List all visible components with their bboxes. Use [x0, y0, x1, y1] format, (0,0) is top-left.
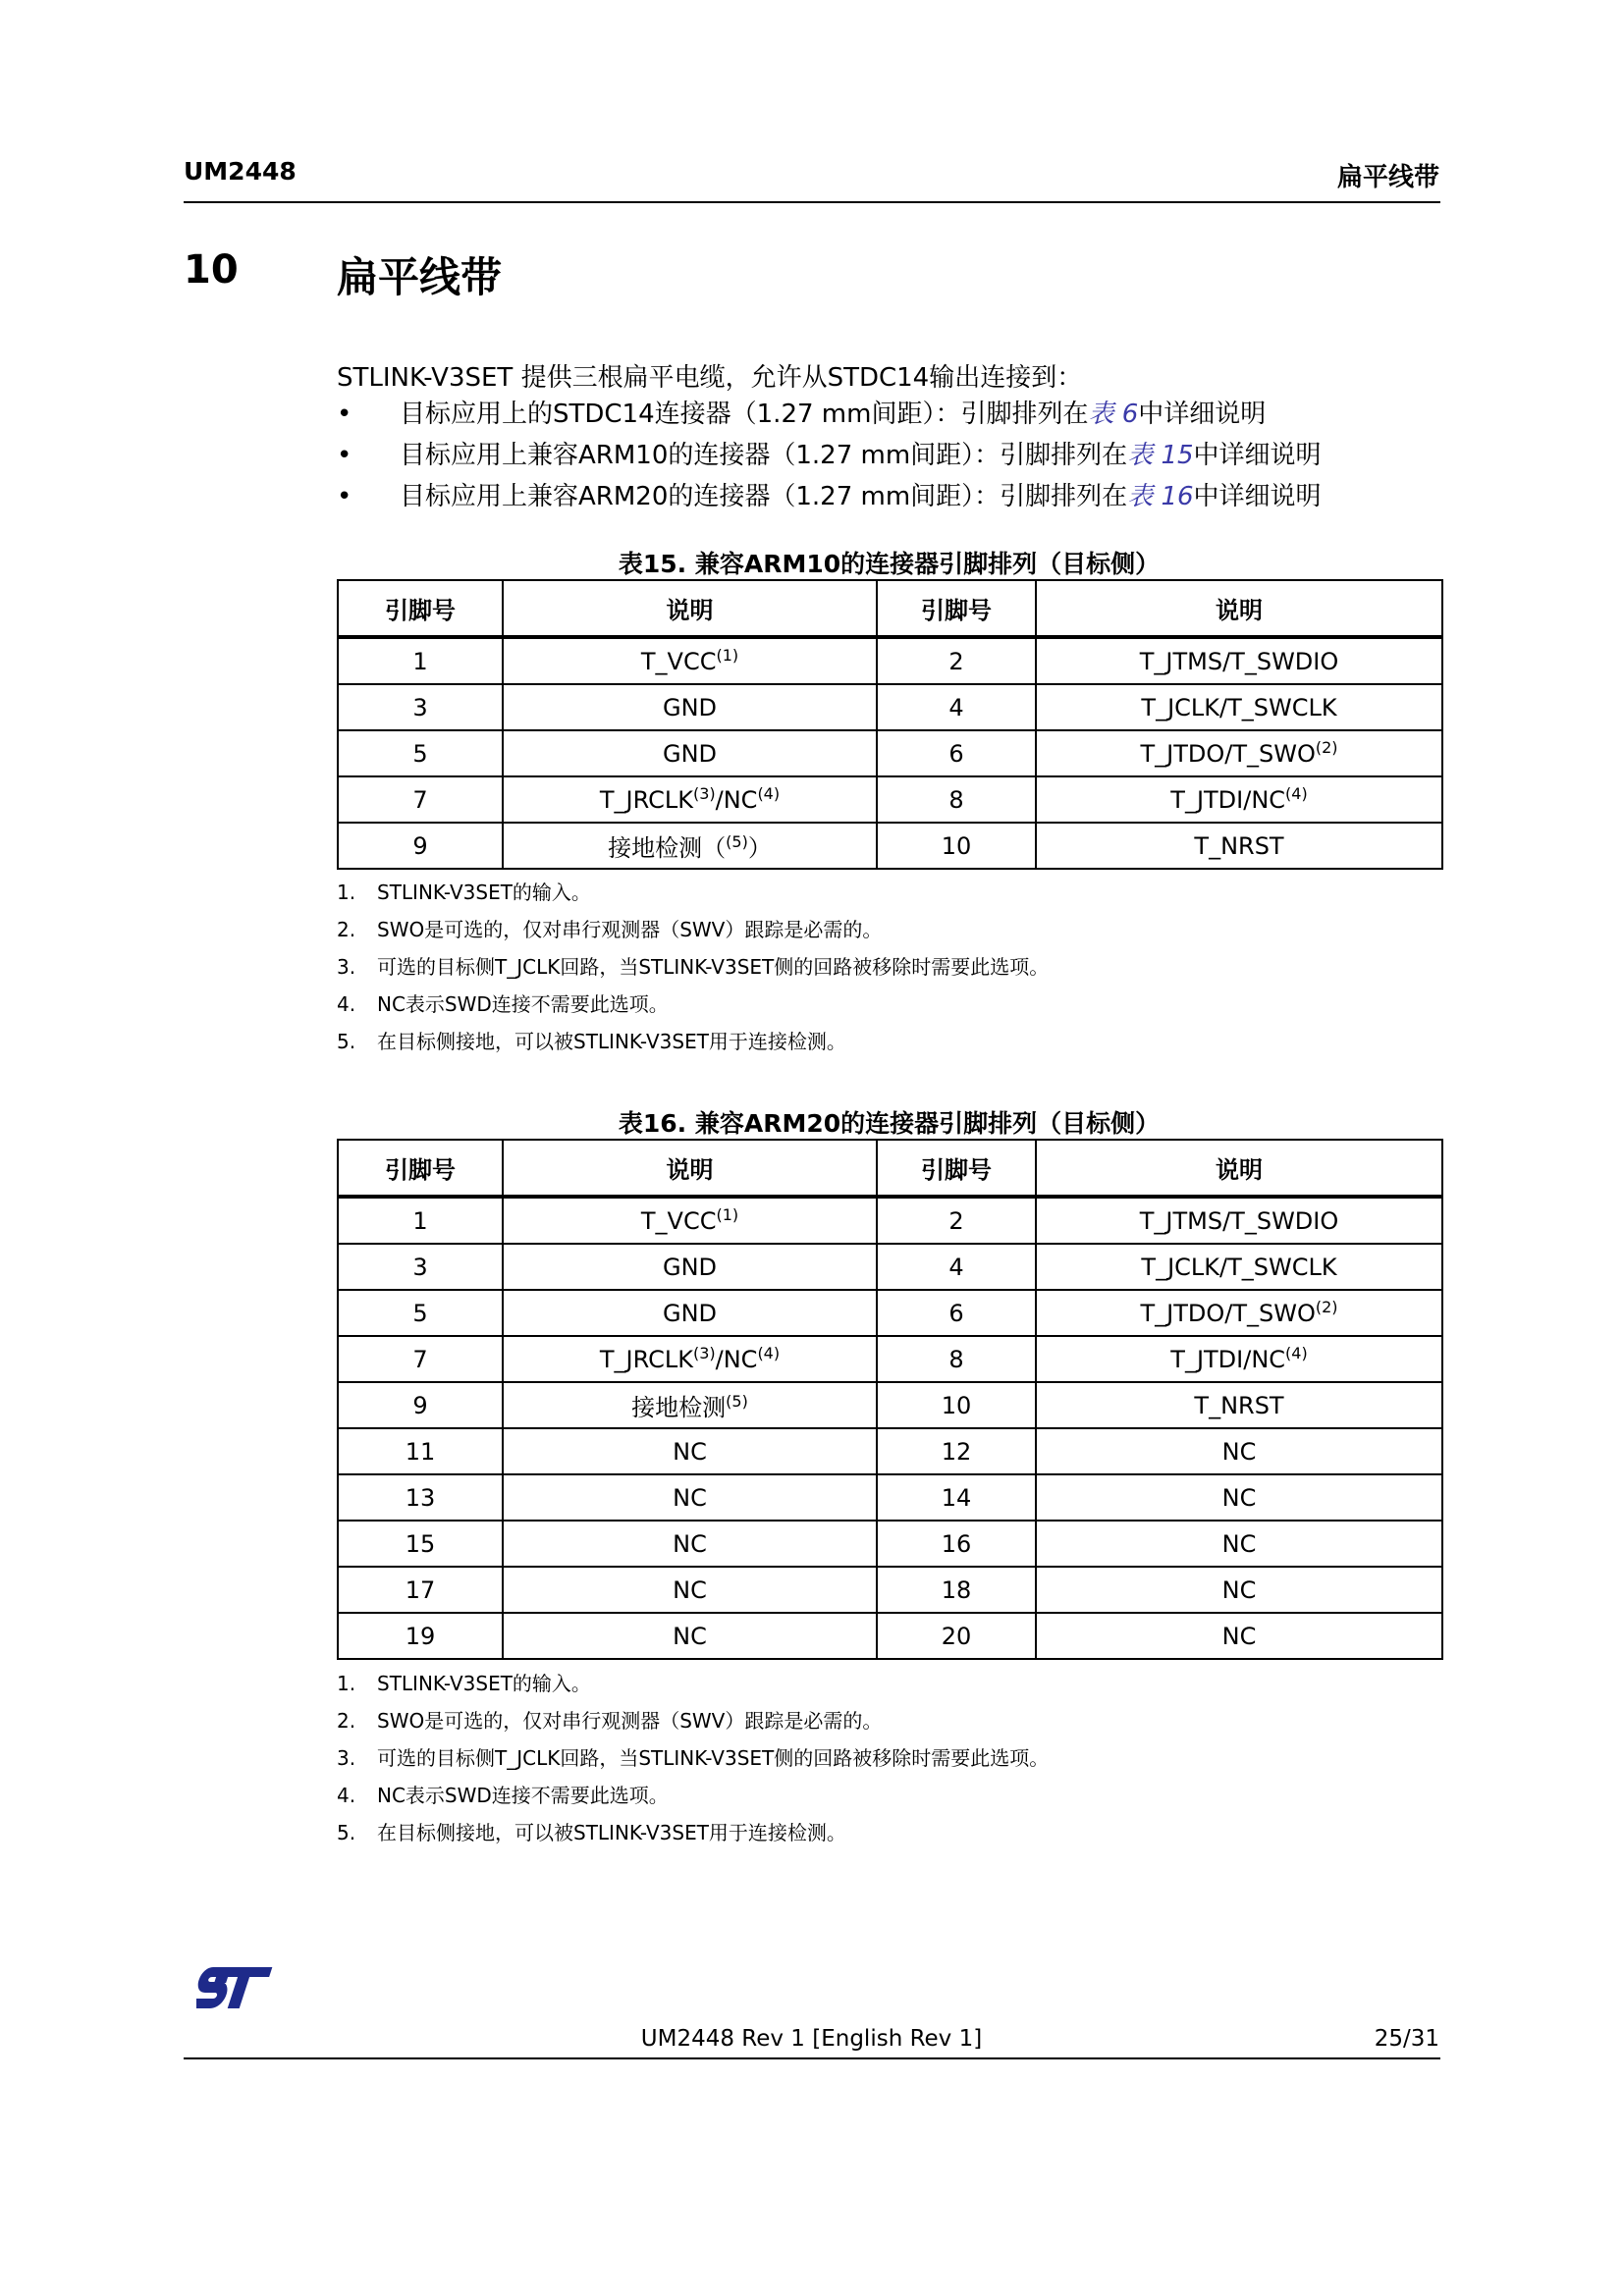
pin-cell: 14 — [877, 1474, 1036, 1521]
description-cell: NC — [1036, 1521, 1442, 1567]
table-row — [338, 1244, 1442, 1290]
description-cell — [1036, 776, 1442, 823]
table-row — [338, 684, 1442, 730]
pin-cell: 3 — [338, 684, 503, 730]
description-cell: T_JCLK/T_SWCLK — [1036, 1244, 1442, 1290]
pin-cell: 6 — [877, 730, 1036, 776]
pin-cell: 10 — [877, 1382, 1036, 1428]
bullet-symbol: • — [337, 482, 352, 511]
list-item — [337, 480, 1322, 521]
column-header-pin: 引脚号 — [877, 1140, 1036, 1197]
column-header-description: 说明 — [1036, 1140, 1442, 1197]
pin-cell: 2 — [877, 1197, 1036, 1244]
footnote-ref: (2) — [1315, 1297, 1338, 1316]
table16-notes — [337, 1671, 1049, 1857]
description-text: T_JRCLK — [599, 1345, 693, 1373]
footnote-text: SWO是可选的，仅对串行观测器（SWV）跟踪是必需的。 — [377, 918, 883, 941]
pin-cell: 9 — [338, 823, 503, 869]
footnote-ref: (5) — [726, 1392, 748, 1411]
footnote: 3. 可选的目标侧T_JCLK回路，当STLINK-V3SET侧的回路被移除时需要此选项。 — [337, 1746, 1050, 1770]
description-cell — [503, 1197, 877, 1244]
description-text: 接地检测 — [631, 1394, 727, 1421]
column-header-description: 说明 — [1036, 580, 1442, 637]
table-row — [338, 823, 1442, 869]
description-cell: NC — [503, 1521, 877, 1567]
header-rule — [184, 201, 1440, 203]
column-header-description: 说明 — [503, 1140, 877, 1197]
description-cell — [1036, 1336, 1442, 1382]
table-row — [338, 1521, 1442, 1567]
pin-cell: 2 — [877, 637, 1036, 684]
column-header-description: 说明 — [503, 580, 877, 637]
footnote: 2. SWO是可选的，仅对串行观测器（SWV）跟踪是必需的。 — [337, 1709, 883, 1733]
description-cell: GND — [503, 1290, 877, 1336]
description-cell: T_JCLK/T_SWCLK — [1036, 684, 1442, 730]
footnote-text: 可选的目标侧T_JCLK回路，当STLINK-V3SET侧的回路被移除时需要此选项。 — [377, 955, 1050, 979]
pin-cell: 5 — [338, 1290, 503, 1336]
footnote-ref: (5) — [726, 832, 748, 851]
table-ref-link[interactable]: 表 16 — [1127, 482, 1194, 511]
description-cell: T_NRST — [1036, 1382, 1442, 1428]
pin-cell: 4 — [877, 1244, 1036, 1290]
footnote: 4. NC表示SWD连接不需要此选项。 — [337, 992, 669, 1016]
intro-paragraph: STLINK-V3SET 提供三根扁平电缆，允许从STDC14输出连接到： — [337, 363, 1083, 393]
pin-cell: 18 — [877, 1567, 1036, 1613]
description-text: T_JTDI/NC — [1170, 1345, 1286, 1373]
list-item-suffix: 中详细说明 — [1193, 482, 1322, 511]
footnote-text: STLINK-V3SET的输入。 — [377, 881, 591, 904]
pin-cell: 12 — [877, 1428, 1036, 1474]
footnote-ref: (4) — [757, 1343, 781, 1362]
description-cell — [1036, 730, 1442, 776]
description-cell: GND — [503, 730, 877, 776]
table-row — [338, 1613, 1442, 1659]
footnote: 5. 在目标侧接地，可以被STLINK-V3SET用于连接检测。 — [337, 1821, 846, 1844]
footnote-text: 可选的目标侧T_JCLK回路，当STLINK-V3SET侧的回路被移除时需要此选项。 — [377, 1746, 1050, 1770]
description-text: T_JTDO/T_SWO — [1140, 739, 1316, 768]
list-item-text: 目标应用上兼容ARM20的连接器（1.27 mm间距）：引脚排列在 — [400, 482, 1128, 511]
column-header-pin: 引脚号 — [338, 580, 503, 637]
footnote-ref: (1) — [716, 1204, 739, 1224]
footer-revision: UM2448 Rev 1 [English Rev 1] — [640, 2026, 983, 2052]
description-text: T_VCC — [640, 647, 717, 675]
description-cell: NC — [503, 1428, 877, 1474]
description-cell: NC — [1036, 1428, 1442, 1474]
description-text: /NC — [715, 1345, 758, 1373]
description-cell: NC — [503, 1474, 877, 1521]
footnote-text: 在目标侧接地，可以被STLINK-V3SET用于连接检测。 — [377, 1030, 846, 1053]
description-cell: T_NRST — [1036, 823, 1442, 869]
table-row — [338, 1567, 1442, 1613]
footnote: 1. STLINK-V3SET的输入。 — [337, 881, 591, 904]
table15 — [337, 579, 1443, 870]
header-section-name: 扁平线带 — [1336, 163, 1439, 192]
description-cell — [503, 637, 877, 684]
section-title: 扁平线带 — [337, 253, 503, 301]
description-text: /NC — [715, 785, 758, 814]
table-header-row — [338, 580, 1442, 637]
bullet-symbol: • — [337, 441, 352, 470]
table-row — [338, 1474, 1442, 1521]
pin-cell: 9 — [338, 1382, 503, 1428]
description-text: ） — [747, 834, 772, 862]
table-row — [338, 1382, 1442, 1428]
column-header-pin: 引脚号 — [877, 580, 1036, 637]
pin-cell: 3 — [338, 1244, 503, 1290]
description-cell: GND — [503, 1244, 877, 1290]
table-row — [338, 637, 1442, 684]
description-cell: NC — [503, 1567, 877, 1613]
list-item-suffix: 中详细说明 — [1138, 400, 1267, 429]
pin-cell: 1 — [338, 637, 503, 684]
table-row — [338, 730, 1442, 776]
footer-rule — [184, 2057, 1440, 2059]
description-cell — [503, 1382, 877, 1428]
footnote-text: STLINK-V3SET的输入。 — [377, 1672, 591, 1695]
pin-cell: 7 — [338, 1336, 503, 1382]
list-item-text: 目标应用上兼容ARM10的连接器（1.27 mm间距）：引脚排列在 — [400, 441, 1128, 470]
footnote-ref: (1) — [716, 645, 739, 665]
table-row — [338, 1197, 1442, 1244]
st-logo-icon — [196, 1965, 275, 2010]
footnote-ref: (2) — [1315, 737, 1338, 757]
table-header-row — [338, 1140, 1442, 1197]
footnote-text: SWO是可选的，仅对串行观测器（SWV）跟踪是必需的。 — [377, 1709, 883, 1733]
pin-cell: 5 — [338, 730, 503, 776]
footnote-text: NC表示SWD连接不需要此选项。 — [377, 992, 669, 1016]
pin-cell: 20 — [877, 1613, 1036, 1659]
list-item — [337, 439, 1322, 480]
description-text: T_JTDI/NC — [1170, 785, 1286, 814]
footnote-ref: (4) — [1285, 783, 1308, 803]
pin-cell: 13 — [338, 1474, 503, 1521]
pin-cell: 19 — [338, 1613, 503, 1659]
footnote-text: 在目标侧接地，可以被STLINK-V3SET用于连接检测。 — [377, 1821, 846, 1844]
table-ref-link[interactable]: 表 15 — [1127, 441, 1194, 470]
footnote-ref: (3) — [692, 783, 716, 803]
footnote-text: NC表示SWD连接不需要此选项。 — [377, 1784, 669, 1807]
pin-cell: 16 — [877, 1521, 1036, 1567]
column-header-pin: 引脚号 — [338, 1140, 503, 1197]
description-cell: GND — [503, 684, 877, 730]
list-item-suffix: 中详细说明 — [1193, 441, 1322, 470]
section-number: 10 — [184, 247, 239, 293]
table-row — [338, 1336, 1442, 1382]
description-text: T_JRCLK — [599, 785, 693, 814]
description-cell — [1036, 1290, 1442, 1336]
footnote: 2. SWO是可选的，仅对串行观测器（SWV）跟踪是必需的。 — [337, 918, 883, 941]
table-row — [338, 776, 1442, 823]
footnote: 1. STLINK-V3SET的输入。 — [337, 1672, 591, 1695]
pin-cell: 15 — [338, 1521, 503, 1567]
table16-caption: 表16. 兼容ARM20的连接器引脚排列（目标侧） — [618, 1109, 1161, 1138]
table15-notes — [337, 880, 1049, 1066]
list-item — [337, 398, 1322, 439]
table-row — [338, 1428, 1442, 1474]
connector-list — [337, 398, 1322, 521]
pin-cell: 8 — [877, 1336, 1036, 1382]
pin-cell: 1 — [338, 1197, 503, 1244]
footnote: 3. 可选的目标侧T_JCLK回路，当STLINK-V3SET侧的回路被移除时需要此选项。 — [337, 955, 1050, 979]
footnote: 5. 在目标侧接地，可以被STLINK-V3SET用于连接检测。 — [337, 1030, 846, 1053]
description-text: T_VCC — [640, 1206, 717, 1235]
table15-caption: 表15. 兼容ARM10的连接器引脚排列（目标侧） — [618, 550, 1161, 578]
st-logo-shape — [196, 1967, 272, 2008]
footnote: 4. NC表示SWD连接不需要此选项。 — [337, 1784, 669, 1807]
header-doc-id: UM2448 — [184, 157, 297, 186]
description-cell: T_JTMS/T_SWDIO — [1036, 1197, 1442, 1244]
footnote-ref: (3) — [692, 1343, 716, 1362]
pin-cell: 8 — [877, 776, 1036, 823]
description-cell — [503, 1336, 877, 1382]
description-cell: NC — [1036, 1567, 1442, 1613]
list-item-text: 目标应用上的STDC14连接器（1.27 mm间距）：引脚排列在 — [400, 400, 1089, 429]
pin-cell: 6 — [877, 1290, 1036, 1336]
pin-cell: 7 — [338, 776, 503, 823]
description-cell: T_JTMS/T_SWDIO — [1036, 637, 1442, 684]
description-text: T_JTDO/T_SWO — [1140, 1299, 1316, 1327]
description-text: 接地检测（ — [608, 834, 727, 862]
pin-cell: 10 — [877, 823, 1036, 869]
description-cell: NC — [1036, 1474, 1442, 1521]
footnote-ref: (4) — [757, 783, 781, 803]
description-cell — [503, 823, 877, 869]
description-cell — [503, 776, 877, 823]
table16 — [337, 1139, 1443, 1660]
bullet-symbol: • — [337, 400, 352, 429]
description-cell: NC — [1036, 1613, 1442, 1659]
table-ref-link[interactable]: 表 6 — [1088, 400, 1139, 429]
footnote-ref: (4) — [1285, 1343, 1308, 1362]
description-cell: NC — [503, 1613, 877, 1659]
pin-cell: 4 — [877, 684, 1036, 730]
pin-cell: 17 — [338, 1567, 503, 1613]
table-row — [338, 1290, 1442, 1336]
pin-cell: 11 — [338, 1428, 503, 1474]
page-number: 25/31 — [1374, 2026, 1439, 2052]
